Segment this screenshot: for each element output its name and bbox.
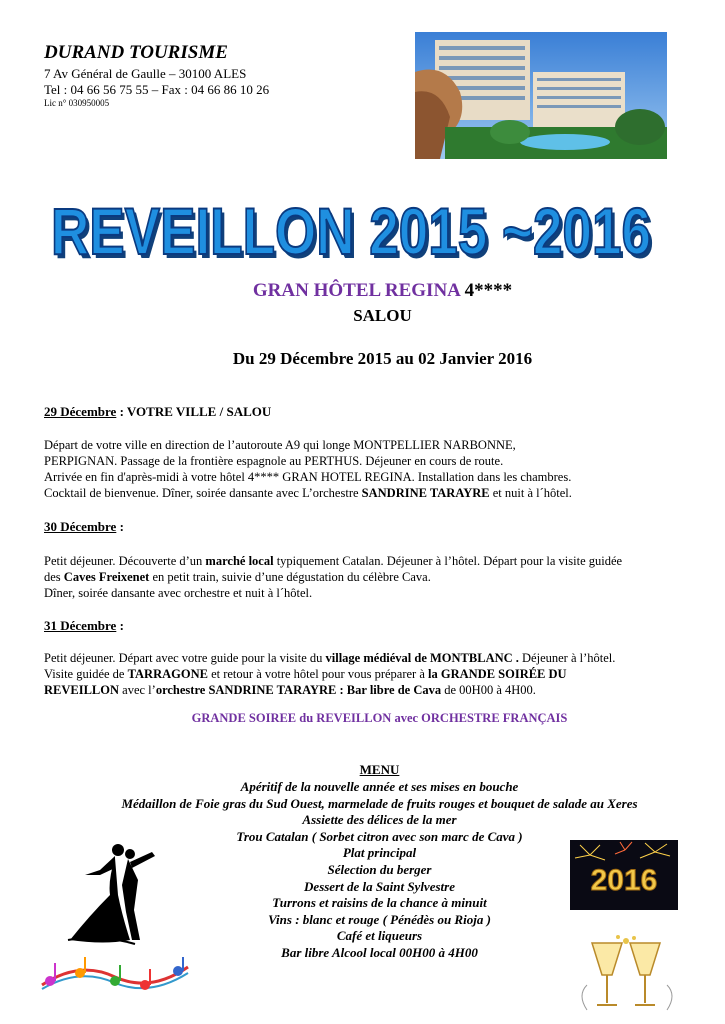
day-29-description: Départ de votre ville en direction de l’autoroute A9 qui longe MONTPELLIER NARBONNE, PERPIGNAN. Passage de la frontière espagnole au PERTHUS. Déjeuner en cours de route. Arrivée en fin d'après-midi à votre hôtel 4**** GRAN HOTEL REGINA. Installation dans les chambres. Cocktail de bienvenue. Dîner, soirée dansante avec L’orchestre SANDRINE TARAYRE et nuit à l´hôtel.	[44, 438, 572, 500]
day-31-description: Petit déjeuner. Départ avec votre guide pour la visite du village médiéval de MONTBLANC . Déjeuner à l’hôtel. Visite guidée de TARRAGONE et retour à votre hôtel pour vous préparer à la GRANDE SOIRÉE DU REVEILLON avec l’orchestre SANDRINE TARAYRE : Bar libre de Cava de 00H00 à 4H00.	[44, 651, 616, 697]
dancing-couple-icon	[60, 840, 170, 950]
menu-item: Vins : blanc et rouge ( Pénédès ou Rioja )	[268, 911, 491, 927]
agency-phone: Tel : 04 66 56 75 55 – Fax : 04 66 86 10 26	[44, 82, 270, 97]
menu-title: MENU	[359, 762, 400, 777]
menu-item: Bar libre Alcool local 00H00 à 4H00	[281, 944, 478, 960]
music-notes-icon	[40, 955, 190, 995]
menu-item: Plat principal	[342, 845, 417, 861]
agency-address: 7 Av Général de Gaulle – 30100 ALES	[44, 66, 247, 81]
menu-item: Trou Catalan ( Sorbet citron avec son marc de Cava )	[236, 828, 523, 844]
fireworks-2016-image	[570, 840, 678, 910]
menu-item: Café et liqueurs	[336, 928, 423, 944]
hotel-city: SALOU	[353, 306, 412, 325]
gala-announcement: GRANDE SOIREE du REVEILLON avec ORCHESTRE FRANÇAIS	[191, 711, 568, 725]
agency-name: DURAND TOURISME	[44, 42, 228, 63]
day-heading-30: 30 Décembre :	[44, 519, 124, 534]
banner-text: REVEILLON 2015 ~2016	[51, 194, 651, 268]
menu-item: Médaillon de Foie gras du Sud Ouest, marmelade de fruits rouges et bouquet de salade au Xeres	[121, 795, 638, 811]
hotel-title	[0, 280, 725, 302]
reveillon-banner	[40, 192, 662, 272]
menu-item: Dessert de la Saint Sylvestre	[304, 878, 455, 894]
menu-item: Turrons et raisins de la chance à minuit	[272, 895, 487, 911]
hotel-photo	[415, 32, 667, 159]
hotel-name: GRAN HÔTEL REGINA	[252, 280, 460, 301]
menu-item: Assiette des délices de la mer	[302, 812, 457, 828]
menu-item: Sélection du berger	[327, 861, 432, 877]
day-heading-29: 29 Décembre : VOTRE VILLE / SALOU	[44, 404, 272, 419]
hotel-stars: 4****	[464, 280, 513, 301]
banner-shadow: REVEILLON 2015 ~2016	[54, 198, 654, 272]
day-heading-31: 31 Décembre :	[44, 618, 124, 633]
champagne-glasses-icon	[572, 935, 680, 1015]
fireworks-year: 2016	[590, 864, 658, 897]
agency-license: Lic n° 030950005	[44, 98, 110, 108]
menu-item: Apéritif de la nouvelle année et ses mises en bouche	[240, 779, 519, 794]
trip-dates: Du 29 Décembre 2015 au 02 Janvier 2016	[232, 349, 533, 368]
day-30-description: Petit déjeuner. Découverte d’un marché local typiquement Catalan. Déjeuner à l’hôtel. Départ pour la visite guidée des Caves Freixenet en petit train, suivie d’une dégustation du célèbre Cava. Dîner, soirée dansante avec orchestre et nuit à l´hôtel.	[44, 554, 623, 600]
